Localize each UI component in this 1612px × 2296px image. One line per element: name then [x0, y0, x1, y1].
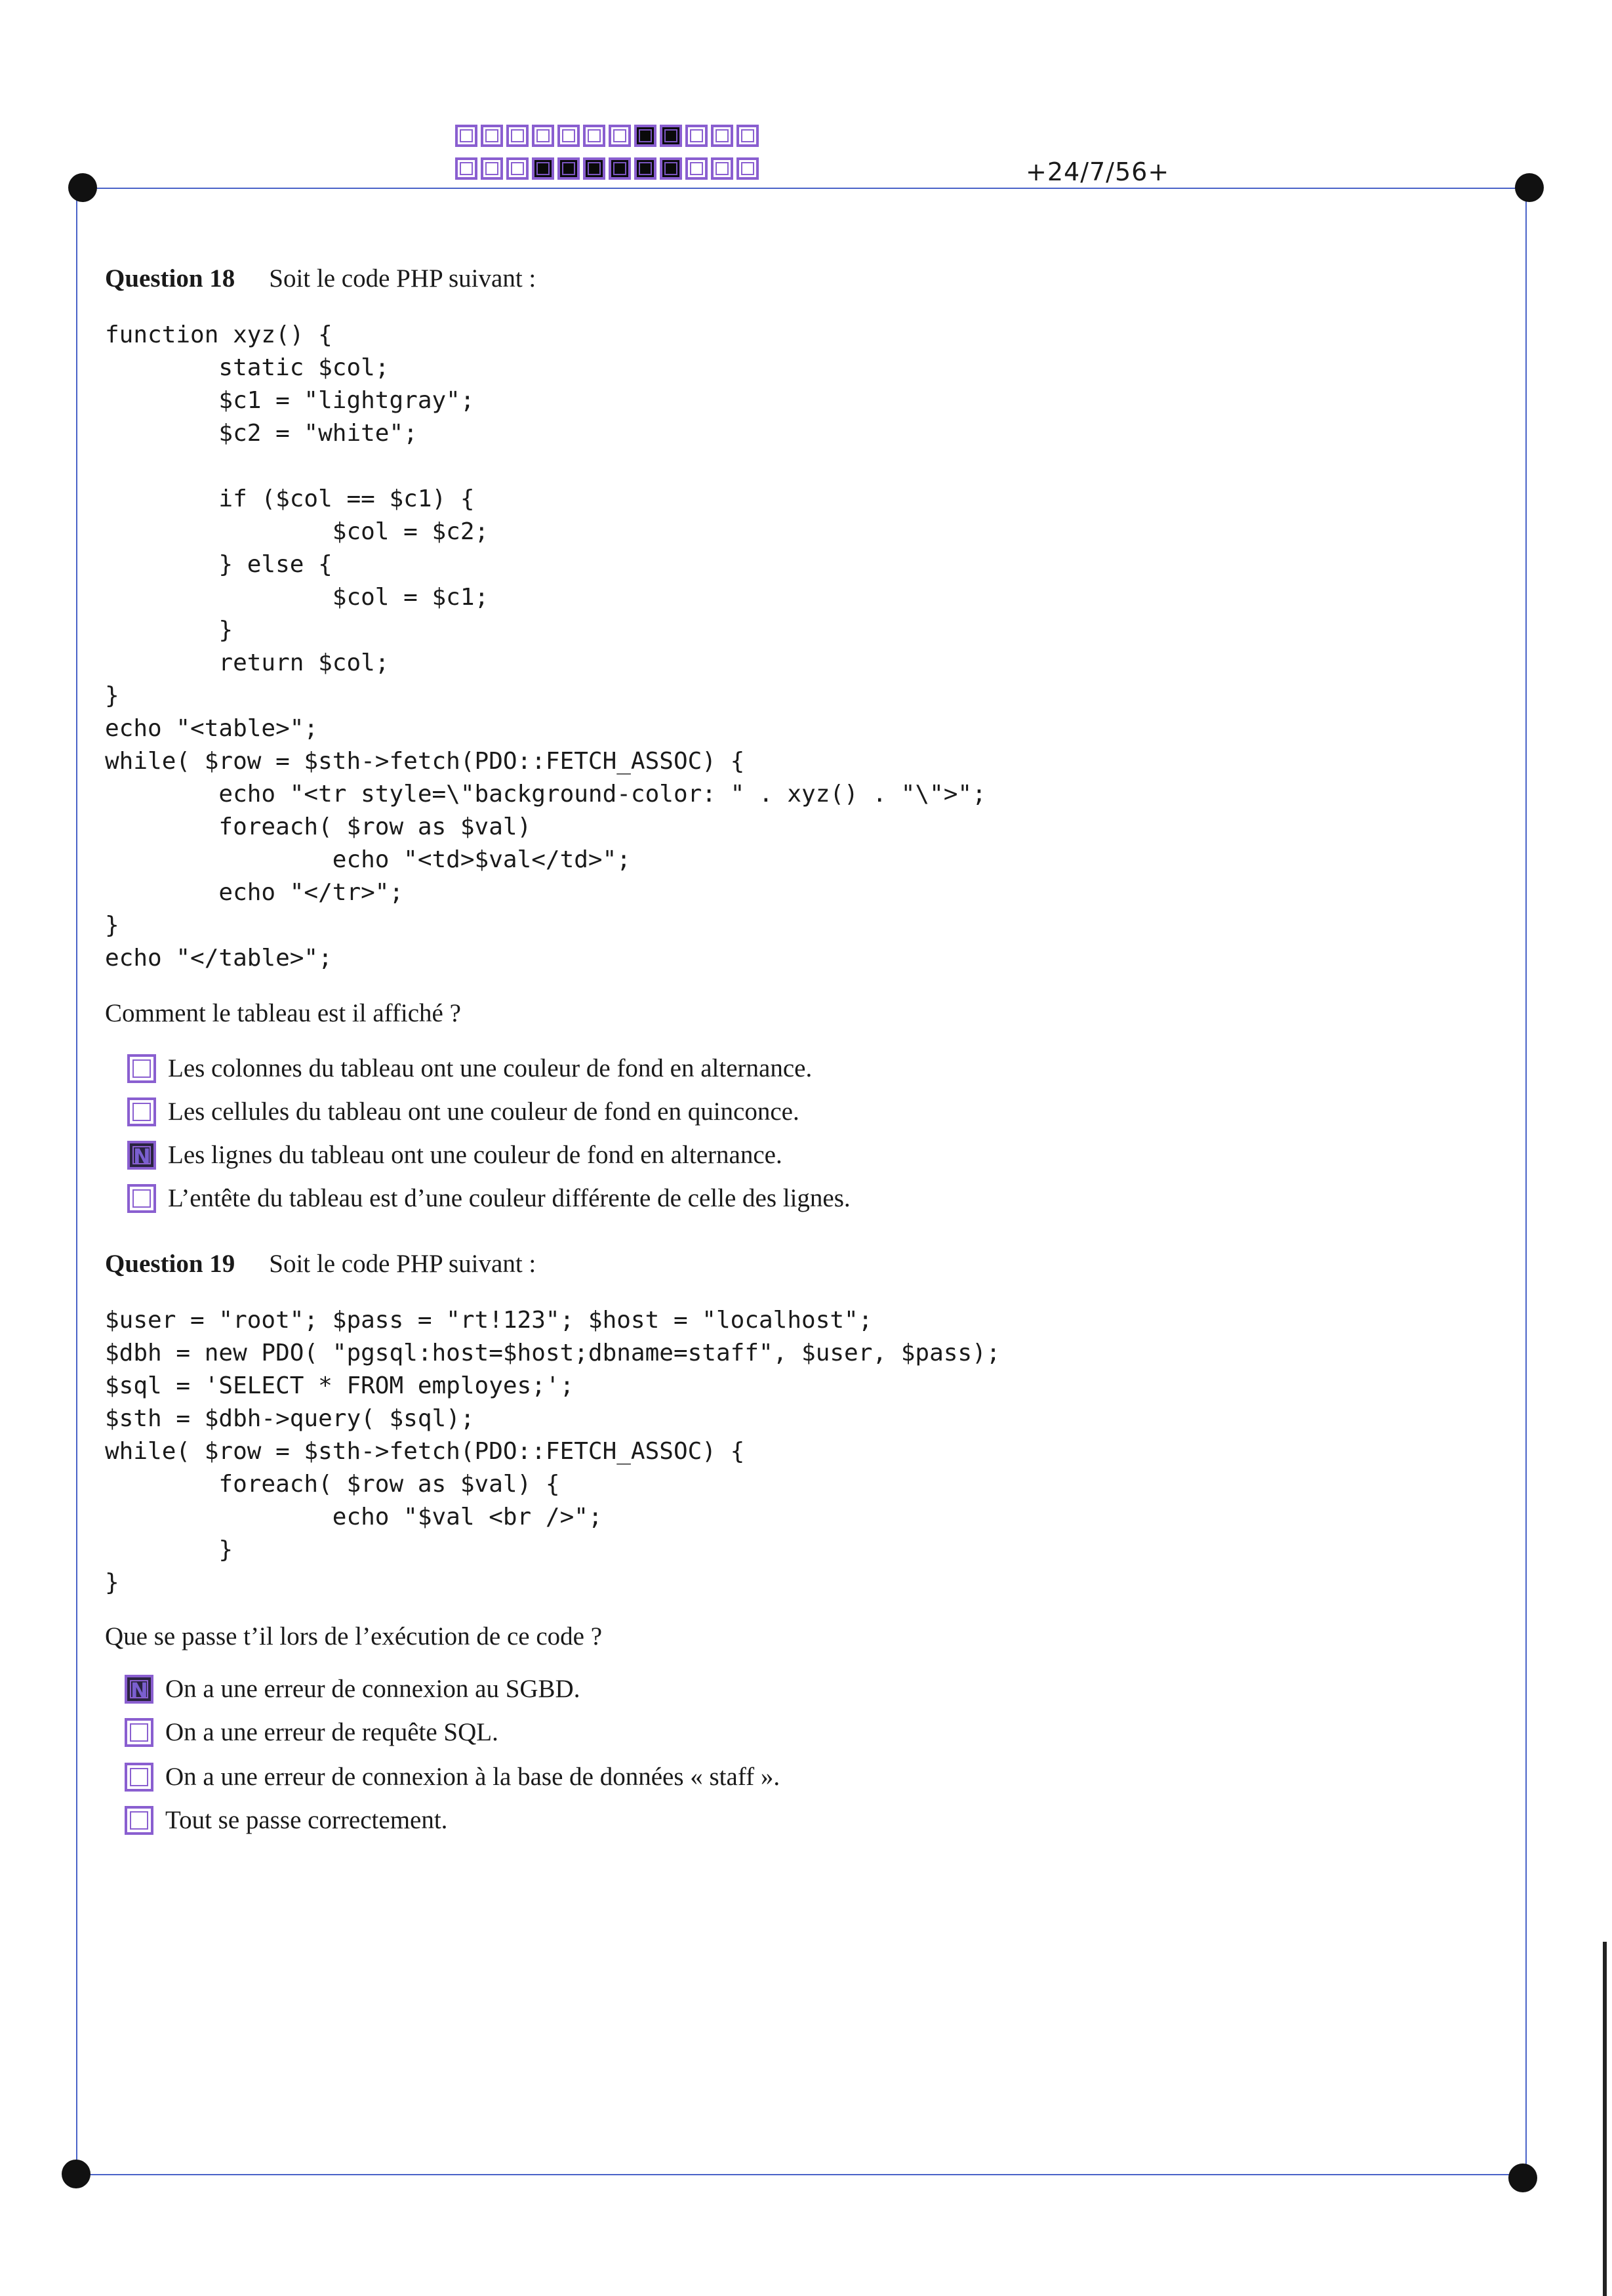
- checkbox[interactable]: [125, 1763, 153, 1792]
- option-label: Tout se passe correctement.: [165, 1806, 448, 1834]
- checkbox[interactable]: [125, 1806, 153, 1835]
- id-cell-empty: [481, 157, 503, 180]
- option-label: On a une erreur de connexion à la base de données « staff ».: [165, 1763, 780, 1791]
- q18-option-3[interactable]: [127, 1140, 782, 1170]
- id-cell-filled: [660, 157, 682, 180]
- frame-top-line: [83, 188, 1531, 189]
- option-label: Les lignes du tableau ont une couleur de fond en alternance.: [168, 1141, 782, 1169]
- corner-mark-top-right: [1515, 173, 1544, 202]
- q18-option-2[interactable]: [127, 1097, 799, 1126]
- id-cell-empty: [481, 125, 503, 147]
- corner-mark-bottom-left: [62, 2160, 91, 2188]
- question-label: Question 19: [105, 1250, 235, 1278]
- id-cell-empty: [455, 157, 477, 180]
- check-mark-icon: N: [131, 1677, 148, 1703]
- q19-option-2[interactable]: [125, 1717, 498, 1747]
- id-cell-empty: [609, 125, 631, 147]
- option-label: On a une erreur de requête SQL.: [165, 1718, 498, 1746]
- id-cell-empty: [711, 125, 733, 147]
- scan-edge-shadow: [1603, 1942, 1607, 2296]
- checkbox[interactable]: [127, 1097, 156, 1126]
- checkbox-checked[interactable]: [125, 1675, 153, 1704]
- q19-option-1[interactable]: [125, 1674, 580, 1704]
- question-title: Soit le code PHP suivant :: [269, 264, 536, 293]
- id-grid-row-1: [455, 125, 762, 147]
- q18-option-1[interactable]: [127, 1054, 812, 1083]
- option-label: L’entête du tableau est d’une couleur différente de celle des lignes.: [168, 1184, 851, 1212]
- id-grid-row-2: [455, 157, 762, 180]
- question-19-code: $user = "root"; $pass = "rt!123"; $host = "localhost"; $dbh = new PDO( "pgsql:host=$host;dbname=staff", $user, $pass); $sql = 'SELECT * FROM employes;'; $sth = $dbh->query( $sql); while( $row = $sth->fetch(PDO::FETCH_ASSOC) { foreach( $row as $val) { echo "$val <br />"; } }: [105, 1307, 1001, 1596]
- id-cell-filled: [634, 125, 656, 147]
- question-18-code: function xyz() { static $col; $c1 = "lightgray"; $c2 = "white"; if ($col == $c1) { $col = $c2; } else { $col = $c1; } return $col; } echo "<table>"; while( $row = $sth->fetch(PDO::FETCH_ASSOC) { echo "<tr style=\"background-color: " . xyz() . "\">"; foreach( $row as $val) echo "<td>$val</td>"; echo "</tr>"; } echo "</table>";: [105, 321, 986, 972]
- option-label: Les colonnes du tableau ont une couleur de fond en alternance.: [168, 1054, 813, 1082]
- id-cell-empty: [506, 157, 529, 180]
- id-cell-filled: [660, 125, 682, 147]
- id-cell-filled: [634, 157, 656, 180]
- id-cell-empty: [583, 125, 605, 147]
- question-18-header: [105, 264, 536, 293]
- q19-option-3[interactable]: [125, 1762, 780, 1792]
- page-code: +24/7/56+: [1026, 157, 1170, 186]
- id-cell-empty: [736, 125, 759, 147]
- question-18-prompt: Comment le tableau est il affiché ?: [105, 999, 461, 1027]
- id-cell-empty: [455, 125, 477, 147]
- id-cell-filled: [609, 157, 631, 180]
- id-cell-filled: [532, 157, 554, 180]
- id-cell-filled: [583, 157, 605, 180]
- check-mark-icon: N: [133, 1143, 151, 1169]
- id-cell-filled: [557, 157, 580, 180]
- corner-mark-top-left: [68, 173, 97, 202]
- id-cell-empty: [736, 157, 759, 180]
- id-cell-empty: [685, 125, 708, 147]
- checkbox[interactable]: [127, 1184, 156, 1213]
- q18-option-4[interactable]: [127, 1183, 851, 1213]
- question-label: Question 18: [105, 264, 235, 293]
- question-title: Soit le code PHP suivant :: [269, 1250, 536, 1278]
- frame-bottom-line: [76, 2174, 1525, 2175]
- id-cell-empty: [532, 125, 554, 147]
- question-19-prompt: Que se passe t’il lors de l’exécution de ce code ?: [105, 1622, 603, 1650]
- id-cell-empty: [557, 125, 580, 147]
- frame-right-line: [1525, 189, 1527, 2174]
- id-cell-empty: [685, 157, 708, 180]
- checkbox-checked[interactable]: [127, 1141, 156, 1170]
- option-label: On a une erreur de connexion au SGBD.: [165, 1675, 580, 1703]
- checkbox[interactable]: [125, 1718, 153, 1747]
- option-label: Les cellules du tableau ont une couleur de fond en quinconce.: [168, 1097, 799, 1126]
- id-cell-empty: [506, 125, 529, 147]
- q19-option-4[interactable]: [125, 1805, 447, 1835]
- frame-left-line: [76, 189, 77, 2174]
- id-cell-empty: [711, 157, 733, 180]
- corner-mark-bottom-right: [1508, 2163, 1537, 2192]
- question-19-header: [105, 1249, 536, 1279]
- checkbox[interactable]: [127, 1054, 156, 1083]
